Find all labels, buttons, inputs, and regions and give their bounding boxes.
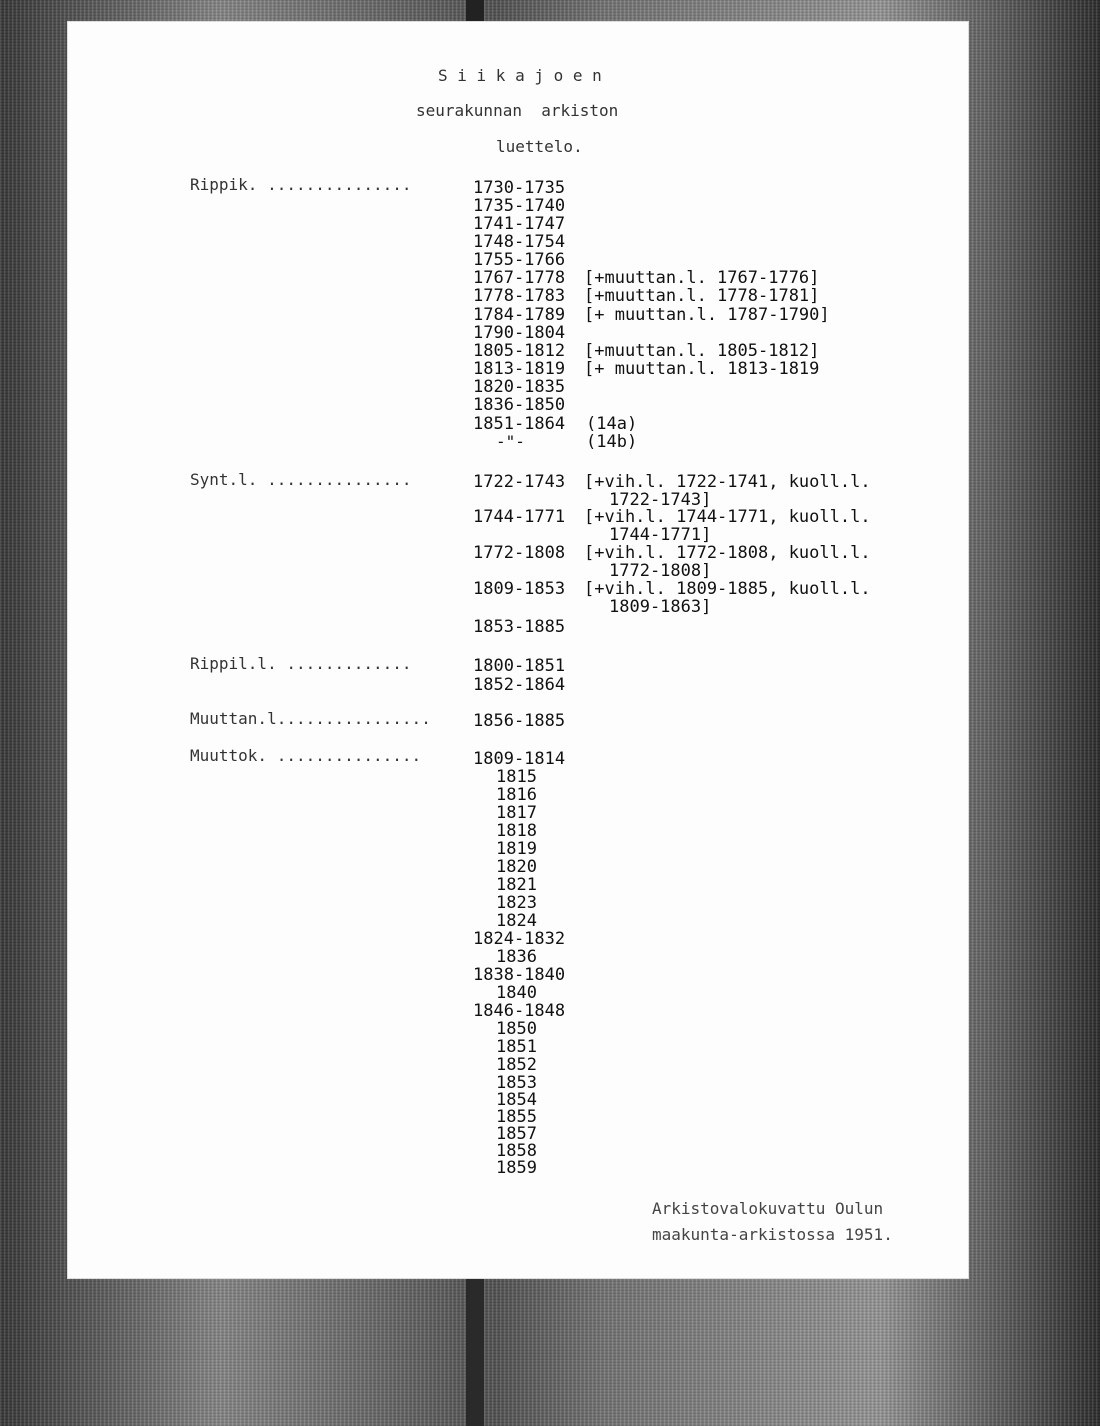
muuttok-year: 1859 bbox=[496, 1158, 537, 1178]
synt-note-cont: 1744-1771] bbox=[609, 525, 712, 545]
rippik-year: 1790-1804 bbox=[473, 323, 566, 343]
archive-stamp-line2: maakunta-arkistossa 1951. bbox=[652, 1225, 893, 1244]
section-label-rippil: Rippil.l. ............. bbox=[190, 654, 412, 673]
muuttok-year: 1809-1814 bbox=[473, 749, 566, 769]
muuttok-year: 1853 bbox=[496, 1073, 537, 1093]
rippik-year: 1851-1864 bbox=[473, 414, 566, 434]
muuttok-year: 1851 bbox=[496, 1037, 537, 1057]
muuttok-year: 1858 bbox=[496, 1141, 537, 1161]
muuttan-year: 1856-1885 bbox=[473, 711, 566, 731]
rippik-note: [+ muuttan.l. 1787-1790] bbox=[584, 305, 830, 325]
synt-note-cont: 1722-1743] bbox=[609, 490, 712, 510]
muuttok-year: 1838-1840 bbox=[473, 965, 566, 985]
muuttok-year: 1820 bbox=[496, 857, 537, 877]
muuttok-year: 1846-1848 bbox=[473, 1001, 566, 1021]
synt-note: [+vih.l. 1772-1808, kuoll.l. bbox=[584, 543, 871, 563]
muuttok-year: 1817 bbox=[496, 803, 537, 823]
muuttok-year: 1840 bbox=[496, 983, 537, 1003]
rippil-year: 1800-1851 bbox=[473, 656, 566, 676]
muuttok-year: 1824-1832 bbox=[473, 929, 566, 949]
section-label-muuttok: Muuttok. ............... bbox=[190, 746, 422, 765]
muuttok-year: 1852 bbox=[496, 1055, 537, 1075]
rippik-year: 1735-1740 bbox=[473, 196, 566, 216]
synt-year: 1744-1771 bbox=[473, 507, 566, 527]
muuttok-year: 1824 bbox=[496, 911, 537, 931]
section-label-synt: Synt.l. ............... bbox=[190, 470, 412, 489]
archive-stamp-line1: Arkistovalokuvattu Oulun bbox=[652, 1199, 884, 1218]
rippik-year: 1730-1735 bbox=[473, 178, 566, 198]
synt-note: [+vih.l. 1722-1741, kuoll.l. bbox=[584, 472, 871, 492]
rippik-note: [+muuttan.l. 1778-1781] bbox=[584, 286, 820, 306]
title-parish: S i i k a j o e n bbox=[438, 66, 602, 85]
muuttok-year: 1815 bbox=[496, 767, 537, 787]
ditto-mark: -"- bbox=[496, 432, 525, 451]
rippik-year: 1805-1812 bbox=[473, 341, 566, 361]
rippik-year: 1767-1778 bbox=[473, 268, 566, 288]
muuttok-year: 1850 bbox=[496, 1019, 537, 1039]
rippik-year: 1784-1789 bbox=[473, 305, 566, 325]
synt-year: 1809-1853 bbox=[473, 579, 566, 599]
section-label-muuttan: Muuttan.l................ bbox=[190, 709, 431, 728]
synt-note: [+vih.l. 1744-1771, kuoll.l. bbox=[584, 507, 871, 527]
muuttok-year: 1818 bbox=[496, 821, 537, 841]
synt-year: 1772-1808 bbox=[473, 543, 566, 563]
rippik-note: [+ muuttan.l. 1813-1819 bbox=[584, 359, 820, 379]
synt-note: [+vih.l. 1809-1885, kuoll.l. bbox=[584, 579, 871, 599]
muuttok-year: 1823 bbox=[496, 893, 537, 913]
muuttok-year: 1857 bbox=[496, 1124, 537, 1144]
muuttok-year: 1816 bbox=[496, 785, 537, 805]
rippik-year: 1748-1754 bbox=[473, 232, 566, 252]
rippik-year: 1755-1766 bbox=[473, 250, 566, 270]
volume-mark-b: (14b) bbox=[586, 432, 638, 452]
muuttok-year: 1854 bbox=[496, 1090, 537, 1110]
rippik-year: 1836-1850 bbox=[473, 395, 566, 415]
synt-note-cont: 1809-1863] bbox=[609, 597, 712, 617]
document-page bbox=[68, 22, 968, 1278]
title-catalogue: luettelo. bbox=[496, 137, 583, 156]
rippil-year: 1852-1864 bbox=[473, 675, 566, 695]
muuttok-year: 1836 bbox=[496, 947, 537, 967]
rippik-year: 1778-1783 bbox=[473, 286, 566, 306]
rippik-year: 1820-1835 bbox=[473, 377, 566, 397]
title-archive: seurakunnan arkiston bbox=[416, 101, 619, 120]
rippik-note: [+muuttan.l. 1767-1776] bbox=[584, 268, 820, 288]
muuttok-year: 1819 bbox=[496, 839, 537, 859]
synt-year: 1722-1743 bbox=[473, 472, 566, 492]
muuttok-year: 1855 bbox=[496, 1107, 537, 1127]
rippik-note: [+muuttan.l. 1805-1812] bbox=[584, 341, 820, 361]
synt-note-cont: 1772-1808] bbox=[609, 561, 712, 581]
synt-year: 1853-1885 bbox=[473, 617, 566, 637]
section-label-rippik: Rippik. ............... bbox=[190, 175, 412, 194]
volume-mark-a: (14a) bbox=[586, 414, 638, 434]
muuttok-year: 1821 bbox=[496, 875, 537, 895]
rippik-year: 1741-1747 bbox=[473, 214, 566, 234]
film-strip-bottom bbox=[466, 1278, 484, 1426]
rippik-year: 1813-1819 bbox=[473, 359, 566, 379]
